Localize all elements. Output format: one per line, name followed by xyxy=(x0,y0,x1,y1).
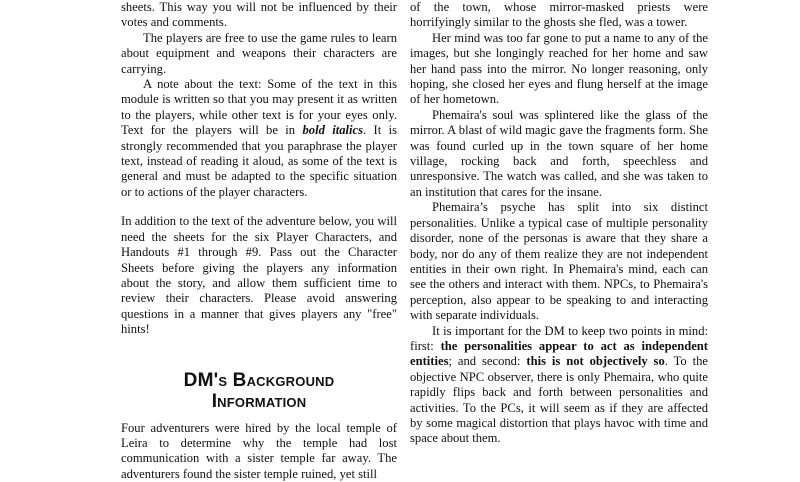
text-note-part2: . It is strongly recommended that you paraphrase the player text, instead of reading it aloud, as some of the text is general and must be adapted to the specific situation or to actions of the player characters. xyxy=(121,123,398,199)
paragraph-background: Four adventurers were hired by the local temple of Leira to determine why the temple had lost communication with a sister temple far away. The adventurers found the sister temple ruined, yet still xyxy=(121,420,397,481)
paragraph-handouts: In addition to the text of the adventure below, you will need the sheets for the six Player Characters, and Handouts #1 through #9. Pass out the Character Sheets before giving the players any information about the story, and allow them sufficient time to review their characters. Please avoid answering questions in a manner that gives players any "free" hints! xyxy=(121,214,397,337)
right-column xyxy=(410,0,708,447)
section-heading xyxy=(121,370,397,412)
paragraph-tower: of the town, whose mirror-masked priests were horrifyingly similar to the ghosts she fled, was a tower. xyxy=(410,0,708,30)
heading-line-2: Information xyxy=(211,390,307,412)
left-column xyxy=(121,0,397,482)
paragraph-mirror-reach: Her mind was too far gone to put a name to any of the images, but she longingly reached for her home and saw her hand pass into the mirror. No longer reasoning, only hoping, she closed her eyes and flung herself at the image of her hometown. xyxy=(410,30,708,107)
paragraph-voting-note: sheets. This way you will not be influenced by their votes and comments. xyxy=(121,0,397,30)
text-note-emphasis: bold italics xyxy=(302,123,364,138)
paragraph-game-rules: The players are free to use the game rules to learn about equipment and weapons their characters are carrying. xyxy=(121,30,397,76)
dm-points-part2: ; and second: xyxy=(448,354,527,369)
paragraph-dm-points xyxy=(410,324,708,447)
text-note-part1: A note about the text: Some of the text in this module is written so that you may present it as written to the players, while other text is for your eyes only. Text for the players will be in xyxy=(121,77,397,138)
dm-points-emphasis-1: the personalities appear to act as independent entities xyxy=(410,338,708,369)
heading-line-1: DM's Background xyxy=(183,369,335,391)
dm-points-emphasis-2: this is not objectively so xyxy=(526,354,665,369)
paragraph-soul-splinter: Phemaira's soul was splintered like the glass of the mirror. A blast of wild magic gave the fragments form. She was found curled up in the town square of her home village, rocking back and forth, speechless and unresponsive. The watch was called, and she was taken to an institution that cares for the insane. xyxy=(410,107,708,199)
paragraph-personalities: Phemaira’s psyche has split into six distinct personalities. Unlike a typical case of multiple personality disorder, none of the personas is aware that they share a body, nor do any of them realize they are not independent entities in their own right. In Phemaira's mind, each can see the others and interact with them. NPCs, to Phemaira's perception, also appear to be speaking to and interacting with separate individuals. xyxy=(410,200,708,323)
paragraph-text-note xyxy=(121,77,397,200)
dm-points-part3: . To the objective NPC observer, there is only Phemaira, who quite rapidly flips back and forth between personalities and activities. To the PCs, it will seem as if they are affected by some magical distortion that plays havoc with time and space about them. xyxy=(410,354,708,446)
dm-points-part1: It is important for the DM to keep two points in mind: first: xyxy=(410,323,708,353)
